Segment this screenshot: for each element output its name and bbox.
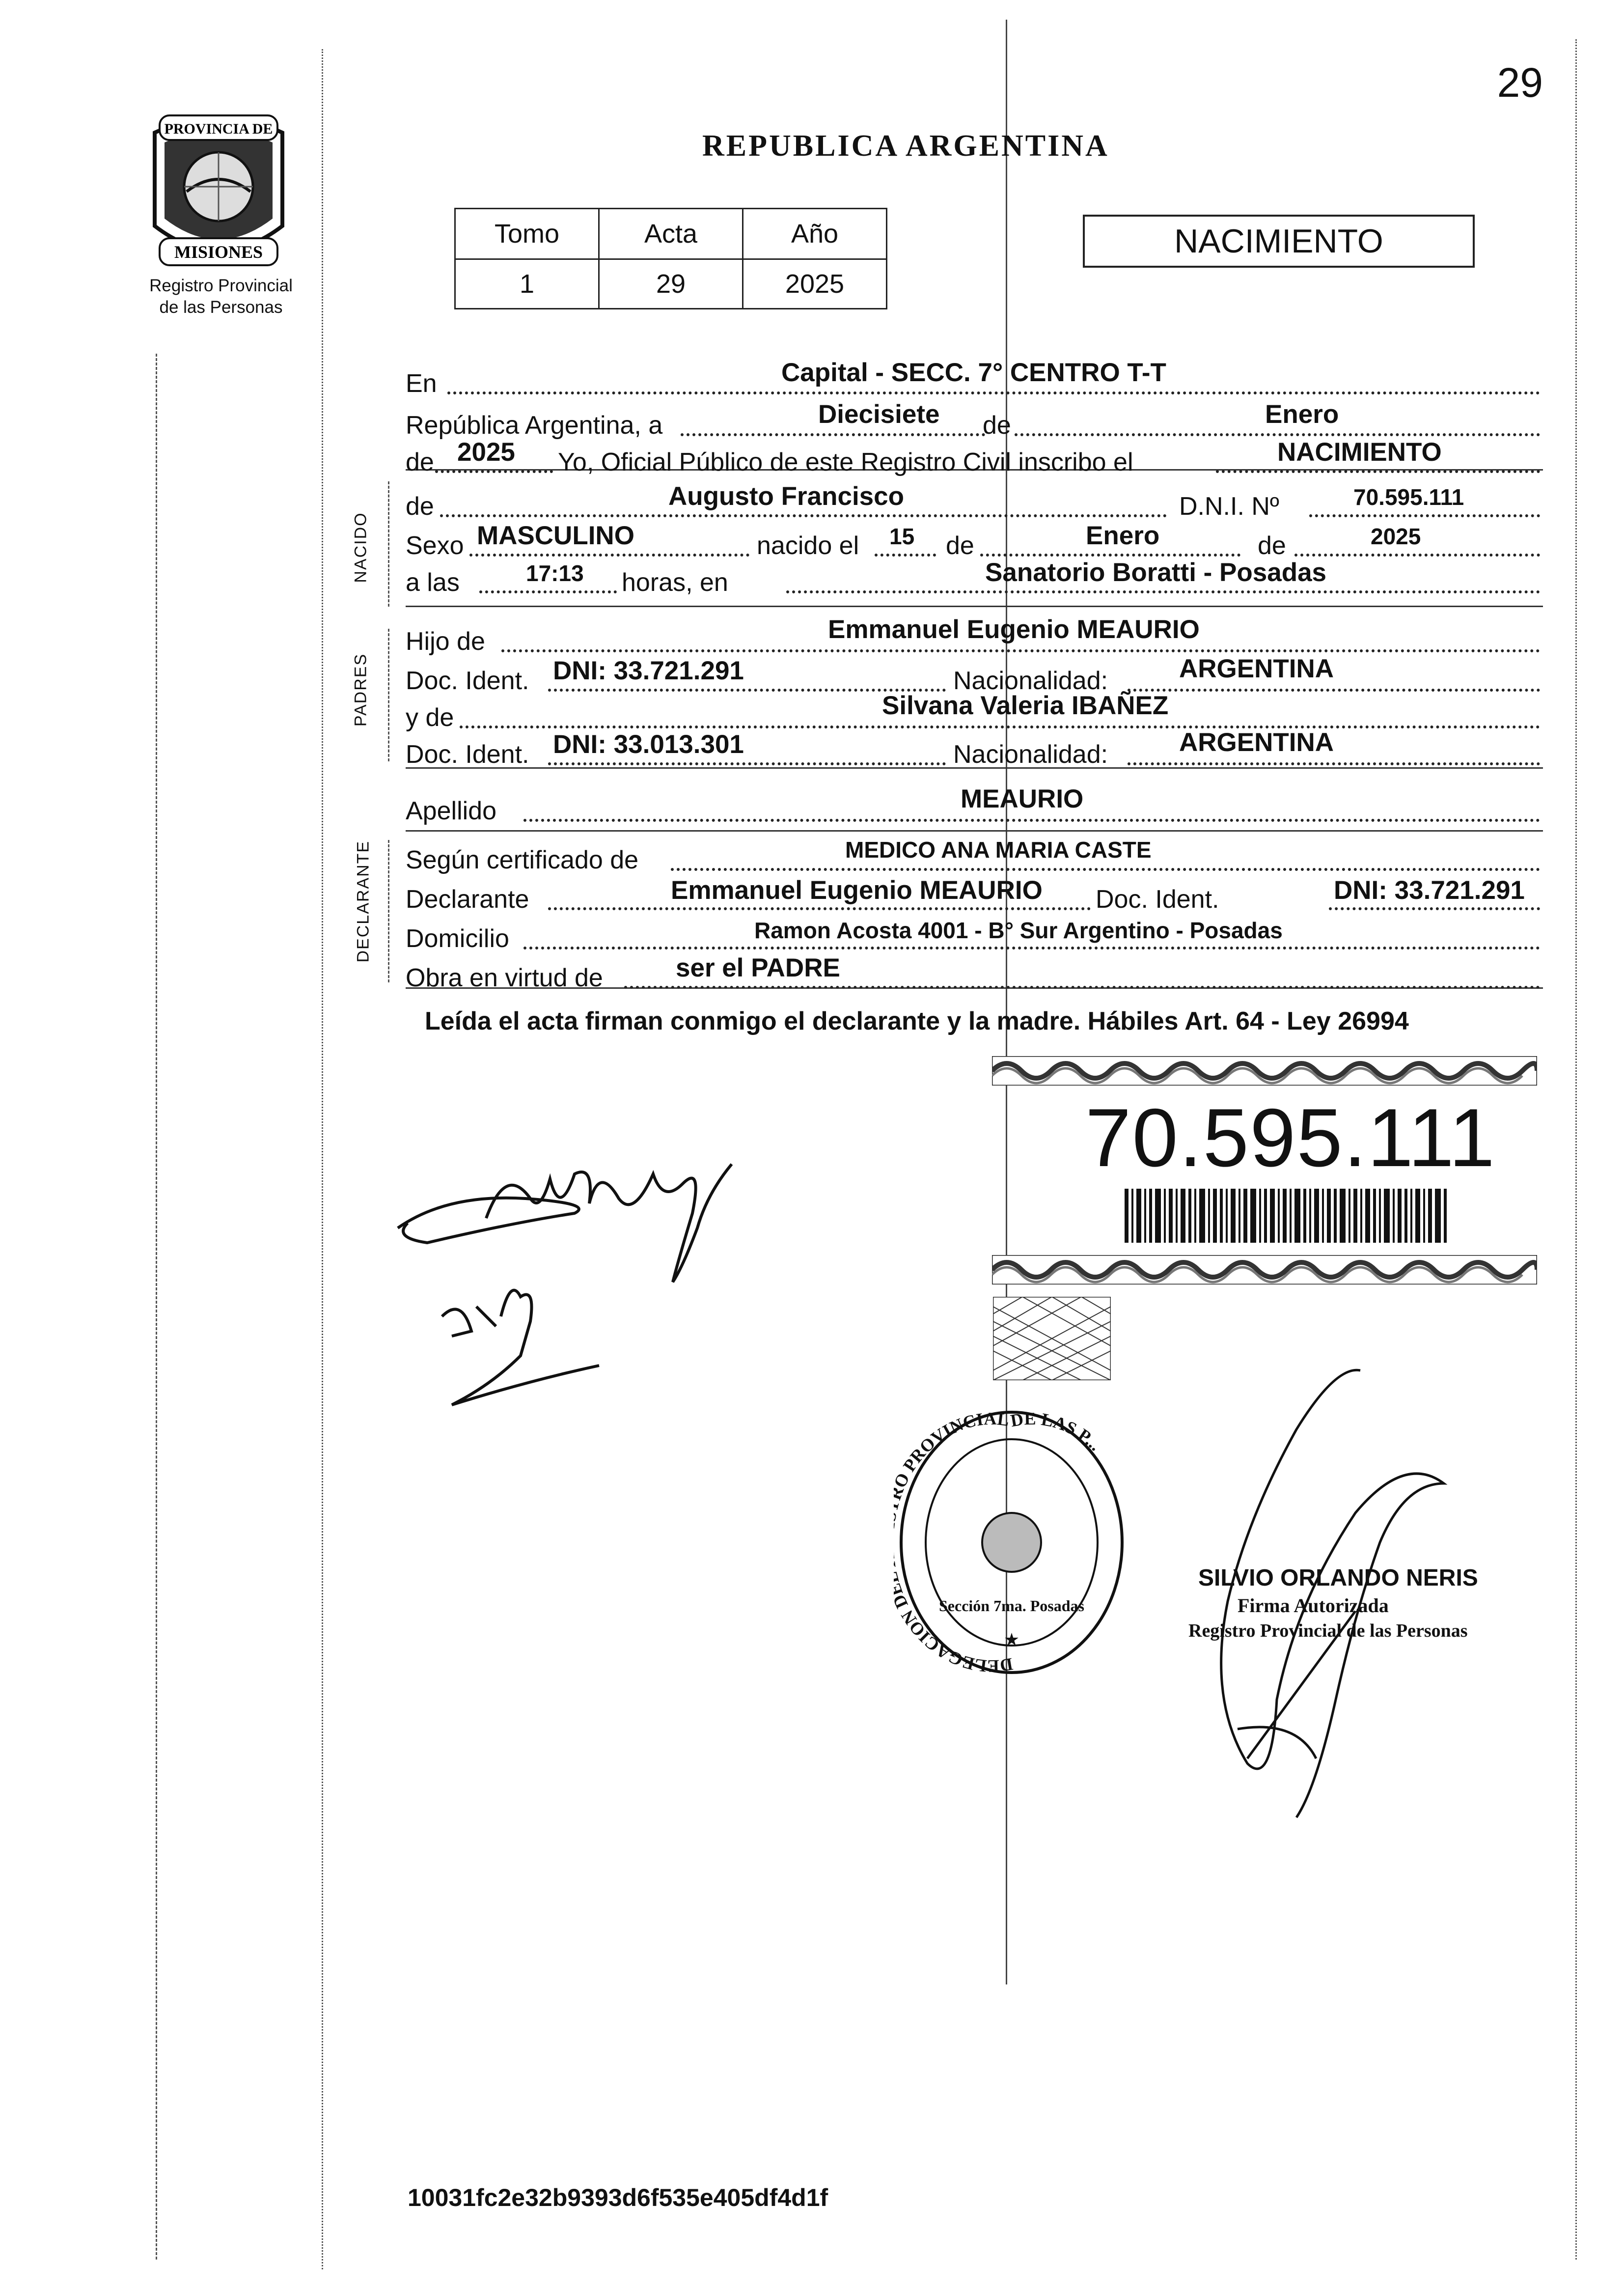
line-republica (406, 400, 1540, 440)
seal-inner-text: Sección 7ma. Posadas (939, 1597, 1084, 1615)
value-padre-nac: ARGENTINA (1179, 654, 1334, 683)
margin-line-right (1575, 39, 1577, 2260)
label-yo: Yo, Oficial Público de este Registro Civil inscribo el (558, 448, 1133, 476)
guilloche-pattern (993, 1297, 1111, 1380)
section-label-nacido: NACIDO (351, 512, 370, 583)
table-header-tomo: Tomo (455, 209, 599, 259)
label-nacido-de: de (946, 531, 974, 560)
table-value-anio: 2025 (743, 259, 887, 309)
svg-text:★: ★ (1003, 1629, 1020, 1649)
label-madre-nac: Nacionalidad: (953, 740, 1108, 769)
label-en: En (406, 369, 437, 398)
logo-text-top: PROVINCIA DE (164, 121, 273, 137)
page-number: 29 (1497, 59, 1543, 106)
line-nombre (406, 484, 1540, 521)
value-dni: 70.595.111 (1353, 484, 1464, 510)
line-certificado (406, 837, 1540, 875)
bracket-padres (388, 629, 389, 761)
value-inscribo: NACIMIENTO (1277, 438, 1442, 467)
fold-line (1006, 20, 1007, 1984)
authority-name: SILVIO ORLANDO NERIS (1198, 1565, 1478, 1591)
label-nacido-el: nacido el (757, 531, 859, 560)
label-padre-nac: Nacionalidad: (953, 667, 1108, 695)
line-obra (406, 955, 1540, 993)
value-certificado: MEDICO ANA MARIA CASTE (845, 837, 1152, 863)
registry-caption-line2: de las Personas (159, 298, 283, 317)
label-declarante-doc: Doc. Ident. (1096, 885, 1219, 914)
value-nacido-day: 15 (889, 524, 915, 549)
line-year (406, 440, 1540, 477)
security-band-top (992, 1056, 1537, 1086)
line-padre-doc (406, 654, 1540, 696)
logo-text-bottom: MISIONES (174, 242, 263, 262)
value-place: Capital - SECC. 7° CENTRO T-T (781, 358, 1166, 387)
margin-line-left (156, 354, 157, 2260)
label-obra: Obra en virtud de (406, 964, 603, 992)
line-apellido (406, 784, 1540, 826)
value-madre-nac: ARGENTINA (1179, 728, 1334, 757)
security-band-bottom (992, 1255, 1537, 1284)
line-hora (406, 560, 1540, 597)
value-nacido-year: 2025 (1371, 524, 1421, 549)
seal-ring-text: DELEGACION PROVINCIAL DE LAS P... (897, 1408, 1105, 1676)
registry-caption (123, 275, 319, 318)
value-lugar: Sanatorio Boratti - Posadas (985, 558, 1327, 587)
line-en (406, 358, 1540, 398)
margin-line-inner (322, 49, 323, 2269)
line-hijo (406, 615, 1540, 656)
label-nacido-de2: de (1258, 531, 1286, 560)
mother-signature (422, 1257, 609, 1415)
value-padre-doc: DNI: 33.721.291 (553, 656, 744, 685)
record-table (454, 208, 887, 309)
label-y-de: y de (406, 703, 454, 732)
line-madre-doc (406, 728, 1540, 769)
label-madre-doc: Doc. Ident. (406, 740, 529, 769)
dni-security-number: 70.595.111 (1085, 1091, 1496, 1184)
value-sexo: MASCULINO (477, 521, 634, 550)
official-signature (1149, 1356, 1493, 1827)
registry-caption-line1: Registro Provincial (149, 276, 293, 295)
value-hora: 17:13 (526, 560, 584, 586)
value-padre: Emmanuel Eugenio MEAURIO (828, 615, 1200, 644)
label-republica: República Argentina, a (406, 411, 663, 440)
line-declarante (406, 877, 1540, 914)
table-header-anio: Año (743, 209, 887, 259)
closing-note: Leída el acta firman conmigo el declarante y la madre. Hábiles Art. 64 - Ley 26994 (425, 1007, 1409, 1035)
value-nombre: Augusto Francisco (668, 482, 905, 511)
label-nombre: de (406, 492, 434, 521)
line-sexo (406, 523, 1540, 560)
label-a-las: a las (406, 568, 460, 597)
value-year: 2025 (457, 438, 515, 467)
official-seal (894, 1405, 1129, 1680)
value-madre: Silvana Valeria IBAÑEZ (882, 691, 1169, 720)
table-value-acta: 29 (599, 259, 743, 309)
barcode (1125, 1189, 1449, 1243)
separator-2 (406, 606, 1543, 607)
label-sexo: Sexo (406, 531, 464, 560)
value-apellido: MEAURIO (961, 784, 1084, 813)
label-horas-en: horas, en (622, 568, 728, 597)
value-nacido-month: Enero (1086, 521, 1160, 550)
label-dni: D.N.I. Nº (1179, 492, 1279, 521)
separator-4 (406, 830, 1543, 832)
bracket-declarante (388, 840, 389, 982)
document-title: REPUBLICA ARGENTINA (702, 129, 1109, 163)
record-type-box: NACIMIENTO (1083, 215, 1475, 268)
table-value-tomo: 1 (455, 259, 599, 309)
label-hijo-de: Hijo de (406, 627, 485, 656)
label-domicilio: Domicilio (406, 924, 509, 953)
section-label-declarante: DECLARANTE (354, 840, 373, 963)
bracket-nacido (388, 481, 389, 607)
section-label-padres: PADRES (351, 653, 370, 727)
authority-org: Registro Provincial de las Personas (1188, 1620, 1468, 1641)
province-coat-of-arms-logo (125, 113, 312, 275)
document-hash: 10031fc2e32b9393d6f535e405df4d1f (408, 2184, 828, 2211)
label-year-prefix: de (406, 448, 434, 476)
value-domicilio: Ramon Acosta 4001 - B° Sur Argentino - Posadas (754, 918, 1283, 943)
label-padre-doc: Doc. Ident. (406, 667, 529, 695)
line-madre (406, 691, 1540, 732)
value-madre-doc: DNI: 33.013.301 (553, 730, 744, 759)
line-domicilio (406, 916, 1540, 953)
value-declarante: Emmanuel Eugenio MEAURIO (671, 876, 1043, 905)
label-certificado: Según certificado de (406, 846, 639, 874)
value-obra: ser el PADRE (676, 953, 840, 982)
table-header-acta: Acta (599, 209, 743, 259)
value-declarante-doc: DNI: 33.721.291 (1334, 876, 1525, 905)
value-day: Diecisiete (818, 400, 940, 429)
label-de-month: de (983, 411, 1011, 440)
value-month: Enero (1265, 400, 1339, 429)
label-apellido: Apellido (406, 797, 497, 825)
authority-role: Firma Autorizada (1238, 1594, 1389, 1617)
label-declarante: Declarante (406, 885, 529, 914)
